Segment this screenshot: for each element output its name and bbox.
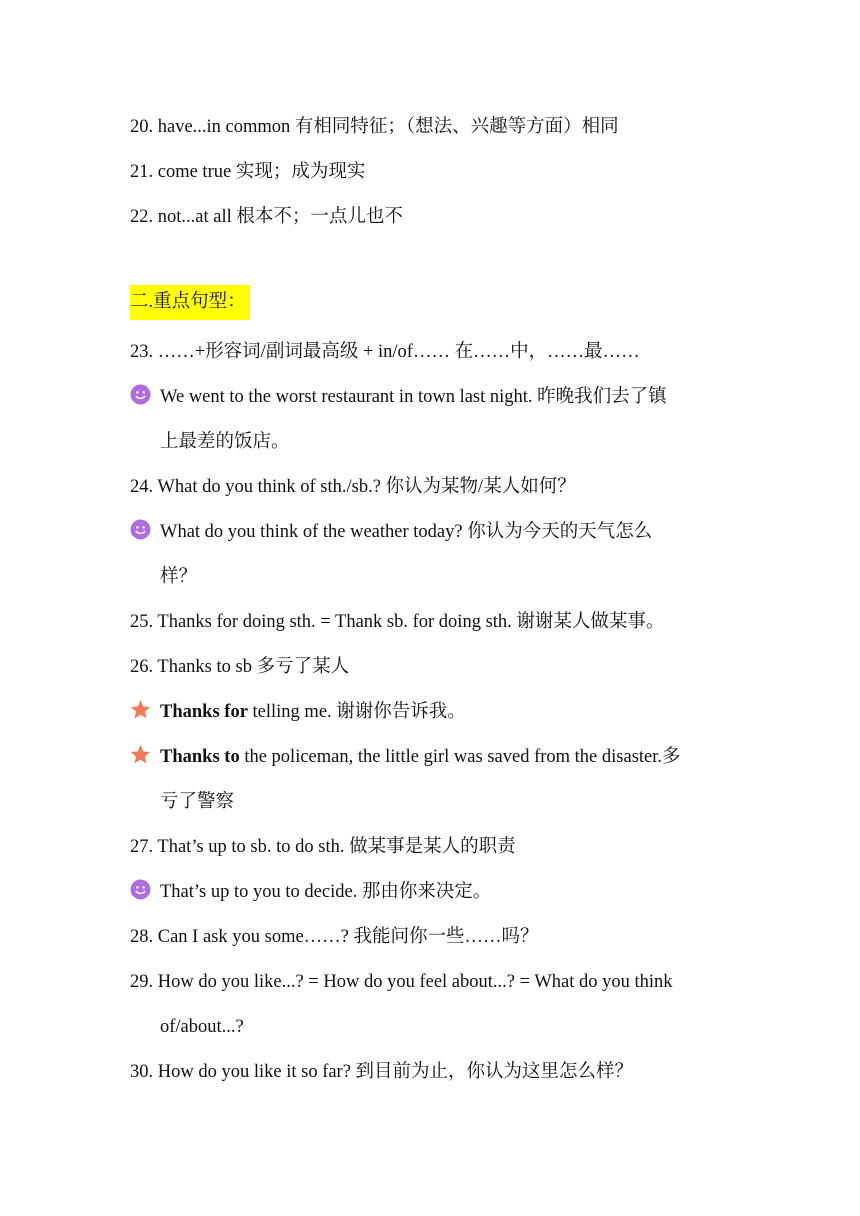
item-28: 28. Can I ask you some……? 我能问你一些……吗？ xyxy=(130,927,539,947)
item-27: 27. That’s up to sb. to do sth. 做某事是某人的职责 xyxy=(130,837,516,857)
item-21: 21. come true 实现；成为现实 xyxy=(130,162,366,182)
star-icon xyxy=(130,744,151,765)
item-24: 24. What do you think of sth./sb.? 你认为某物/某人如何？ xyxy=(130,477,576,497)
section-heading: 二.重点句型： xyxy=(130,285,250,320)
item-29-line1: 29. How do you like...? = How do you feel about...? = What do you think xyxy=(130,972,673,992)
example-24-line2: 样？ xyxy=(160,567,198,587)
item-30: 30. How do you like it so far? 到目前为止，你认为这里怎么样？ xyxy=(130,1062,634,1082)
item-26: 26. Thanks to sb 多亏了某人 xyxy=(130,657,350,677)
example-26b-line1 xyxy=(160,745,734,769)
example-26-bold: Thanks for xyxy=(160,702,248,722)
example-26-rest: telling me. 谢谢你告诉我。 xyxy=(247,702,466,722)
item-23: 23. ……+形容词/副词最高级 + in/of…… 在……中，……最…… xyxy=(130,342,640,362)
smiley-icon xyxy=(130,384,151,405)
example-26b-bold: Thanks to xyxy=(160,747,240,767)
star-icon xyxy=(130,699,151,720)
example-26-line1 xyxy=(160,700,734,724)
smiley-icon xyxy=(130,879,151,900)
example-26b-rest: the policeman, the little girl was saved from the disaster.多 xyxy=(239,747,681,767)
example-24-line1: What do you think of the weather today? 你认为今天的天气怎么 xyxy=(160,522,653,542)
smiley-icon xyxy=(130,519,151,540)
example-23-line1: We went to the worst restaurant in town last night. 昨晚我们去了镇 xyxy=(160,387,667,407)
example-27: That’s up to you to decide. 那由你来决定。 xyxy=(160,882,492,902)
item-22: 22. not...at all 根本不；一点儿也不 xyxy=(130,207,403,227)
example-26b-line2: 亏了警察 xyxy=(160,792,235,812)
item-20: 20. have...in common 有相同特征；（想法、兴趣等方面）相同 xyxy=(130,117,619,137)
item-25: 25. Thanks for doing sth. = Thank sb. for doing sth. 谢谢某人做某事。 xyxy=(130,612,665,632)
example-23-line2: 上最差的饭店。 xyxy=(160,432,290,452)
item-29-line2: of/about...? xyxy=(160,1017,244,1037)
